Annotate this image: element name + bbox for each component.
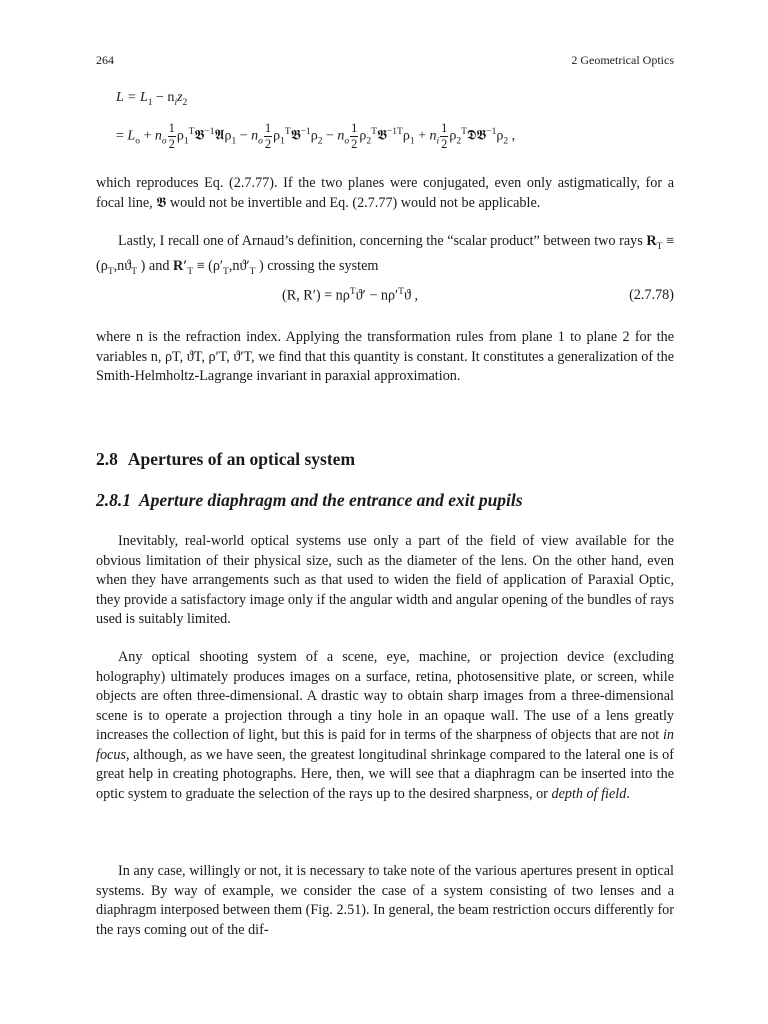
section-number: 2.8 — [96, 449, 118, 469]
equation-lagrangian-line1: $L = L_1 - n_iz_2$ — [116, 90, 188, 108]
running-header — [96, 53, 674, 69]
paragraph-invertibility: which reproduces Eq. (2.7.77). If the two planes were conjugated, even only astigmatically, for a focal line, 𝕭 would not be invertible and Eq. (2.7.77) would not be applicable. — [96, 175, 674, 211]
subsection-number: 2.8.1 — [96, 490, 131, 510]
page-number: 264 — [96, 53, 114, 67]
paragraph-scalar-product: Lastly, I recall one of Arnaud’s definition, concerning the “scalar product” between two rays $R_T \equiv (\rho_T,nϑ_T$ ) and $R'_T \equiv (\rho'_T,nϑ'_T$ ) crossing the system — [96, 233, 674, 278]
section-heading — [96, 449, 355, 470]
section-title: Apertures of an optical system — [127, 449, 356, 469]
paragraph-field-of-view: Inevitably, real-world optical systems use only a part of the field of view available for the obvious limitation of their physical size, such as the diameter of the lens. On the other hand, even when they have arrangements such as that used to widen the field of application of Paraxial Optic, they provide a satisfactory image only if the angular width and angular opening of the bundles of rays used is suitably limited. — [96, 533, 674, 627]
subsection-title: Aperture diaphragm and the entrance and exit pupils — [139, 490, 523, 510]
subsection-heading — [96, 490, 523, 511]
book-page — [96, 0, 674, 1024]
equation-number: (2.7.78) — [629, 287, 674, 303]
equation-2-7-78: (R, $R') = n\rho^Tϑ' - n\rho'^Tϑ$ , — [282, 287, 419, 304]
paragraph-invariant: where n is the refraction index. Applying the transformation rules from plane 1 to plane 2 for the variables n, ρT, ϑT, ρ′T, ϑ′T, we find that this quantity is constant. It constitutes a generalization of the Smith-Helmholtz-Lagrange invariant in paraxial approximation. — [96, 329, 674, 384]
paragraph-depth-of-field: Any optical shooting system of a scene, eye, machine, or projection device (excluding holography) ultimately produces images on a surface, retina, photosensitive plate, or screen, while objects are often three-dimensional. A drastic way to obtain sharp images from a three-dimensional scene is to operate a projection through a tiny hole in an opaque wall. The use of a lens greatly increases the collection of light, but this is paid for in terms of the sharpness of objects that are not in focus, although, as we have seen, the greatest longitudinal shrinkage compared to the lateral one is of great help in creating photographs. Here, then, we will see that a diaphragm can be inserted into the optic system to graduate the selection of the rays up to the desired sharpness, or depth of field. — [96, 649, 674, 802]
paragraph-apertures: In any case, willingly or not, it is necessary to take note of the various apertures present in optical systems. By way of example, we consider the case of a system consisting of two lenses and a diaphragm interposed between them (Fig. 2.51). In general, the beam restriction occurs differently for the rays coming out of the dif- — [96, 863, 674, 938]
equation-lagrangian-line2: = $L_o + n_o$ $\frac{1}{2}$ $\rho_1^T𝕭^{-1}𝕬\rho_1 - n_o$ $\frac{1}{2}$ $\rho_1^T𝕭^{-1}\rho_2 - n_o$ $\frac{1}{2}$ $\rho_2^T𝕭^{-1T}\rho_1 + n_i$ $\frac{1}{2}$ $\rho_2^T𝕯𝕭^{-1}\rho_2$ , — [116, 121, 516, 151]
chapter-title: 2 Geometrical Optics — [571, 53, 674, 67]
